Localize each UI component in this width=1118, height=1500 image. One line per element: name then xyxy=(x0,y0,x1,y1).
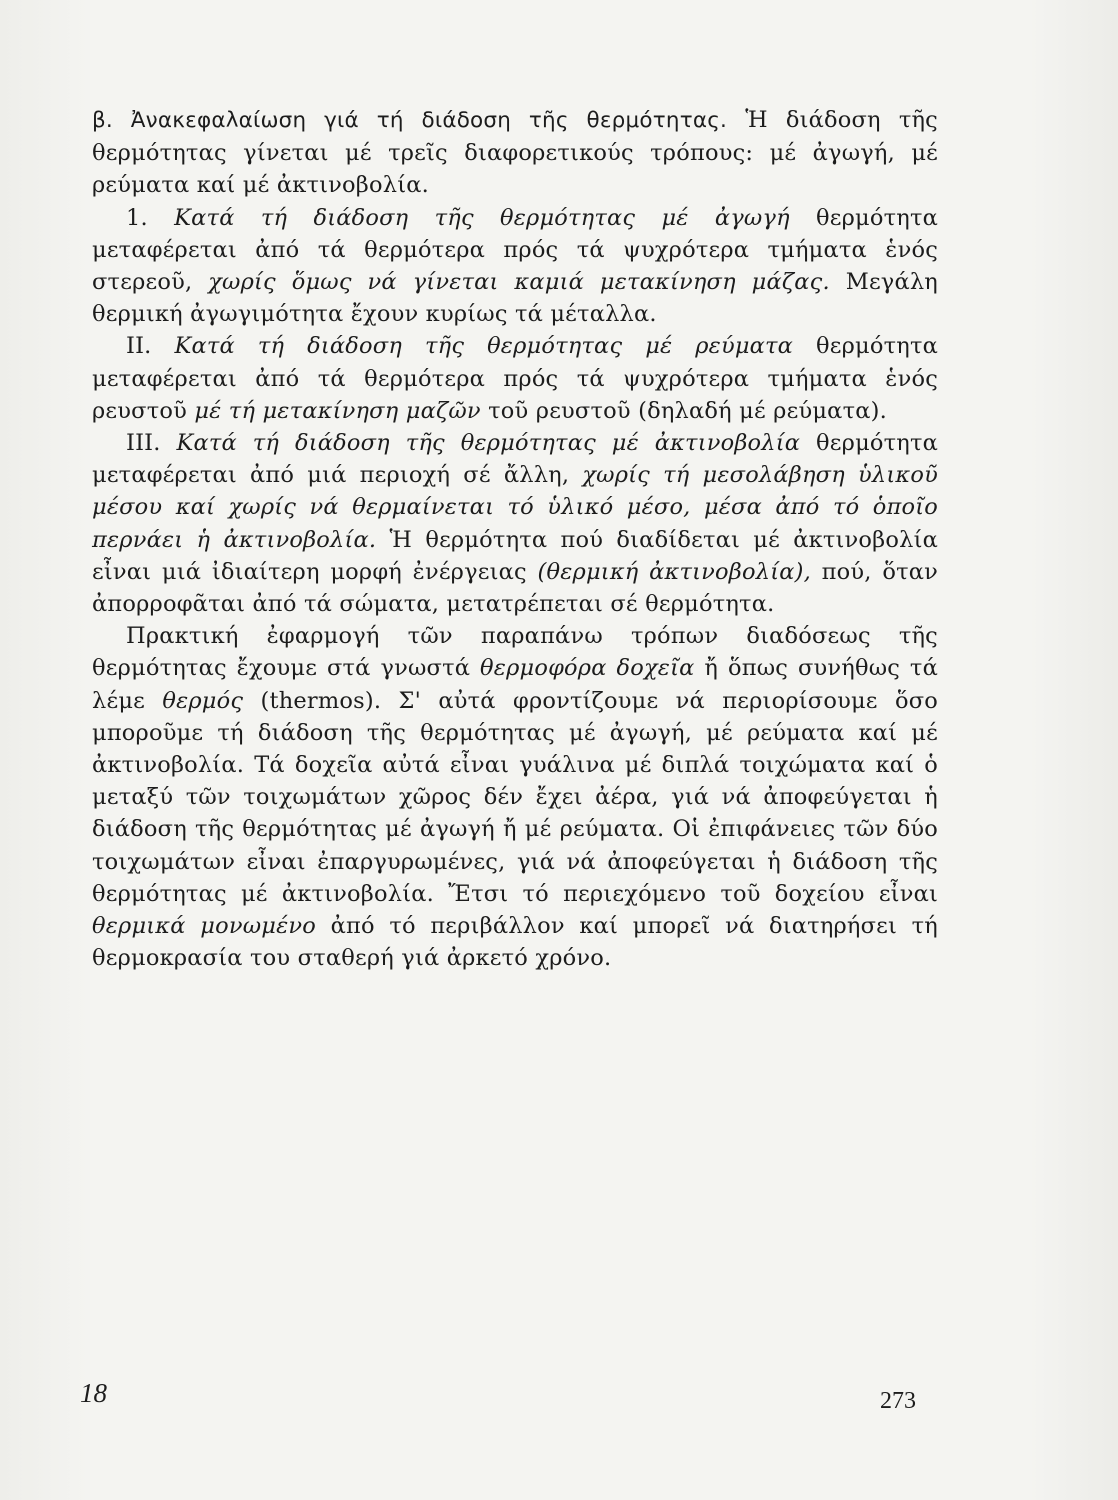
paragraph-text: πού, ὅταν ἀπορροφᾶται ἀπό τά σώματα, μετατρέπεται σέ θερμότητα. xyxy=(92,558,939,618)
italic-phrase: θερμός xyxy=(162,687,244,714)
italic-phrase: θερμικά μονωμένο xyxy=(92,913,316,940)
paragraph-text: Μεγάλη θερμική ἀγωγιμότητα ἔχουν κυρίως τά μέταλλα. xyxy=(92,269,938,328)
italic-phrase: (θερμική ἀκτινοβολία), xyxy=(537,558,811,585)
paragraph-radiation xyxy=(92,427,938,620)
italic-phrase: Κατά τή διάδοση τῆς θερμότητας μέ ἀγωγή xyxy=(174,204,790,231)
intro-text: Ἡ διάδοση τῆς θερμότητας γίνεται μέ τρεῖς διαφορετικούς τρόπους: μέ ἀγωγή, μέ ρεύματα καί μέ ἀκτινοβολία. xyxy=(92,107,938,199)
paragraph-convection xyxy=(92,330,938,427)
paragraph-text: ἀπό τό περιβάλλον καί μπορεῖ νά διατηρήσει τή θερμοκρασία του σταθερή γιά ἀρκετό χρόνο. xyxy=(92,913,938,972)
paragraph-text: Ἡ θερμότητα πού διαδίδεται μέ ἀκτινοβολία εἶναι μιά ἰδιαίτερη μορφή ἐνέργειας xyxy=(92,526,938,585)
paragraph-number: 1. xyxy=(126,204,175,231)
page-number: 273 xyxy=(880,1388,916,1414)
italic-phrase: μέ τή μετακίνηση μαζῶν xyxy=(194,397,481,424)
paragraph-text: ἤ ὅπως συνήθως τά λέμε xyxy=(92,655,938,714)
paragraph-thermos xyxy=(92,620,938,974)
intro-paragraph xyxy=(92,104,938,202)
body-text xyxy=(92,104,938,974)
paragraph-conduction xyxy=(92,202,938,331)
italic-phrase: θερμοφόρα δοχεῖα xyxy=(480,655,695,682)
italic-phrase: χωρίς ὅμως νά γίνεται καμιά μετακίνηση μάζας. xyxy=(208,269,830,296)
italic-phrase: Κατά τή διάδοση τῆς θερμότητας μέ ρεύματα xyxy=(174,333,794,360)
paragraph-text: θερμότητα μεταφέρεται ἀπό μιά περιοχή σέ ἄλλη, xyxy=(92,430,939,489)
paragraph-text: τοῦ ρευστοῦ (δηλαδή μέ ρεύματα). xyxy=(480,397,887,424)
paragraph-number: III. xyxy=(126,430,177,457)
paragraph-text: θερμότητα μεταφέρεται ἀπό τά θερμότερα πρός τά ψυχρότερα τμήματα ἑνός στερεοῦ, xyxy=(92,204,938,296)
paragraph-number: II. xyxy=(126,333,175,360)
italic-phrase: Κατά τή διάδοση τῆς θερμότητας μέ ἀκτινοβολία xyxy=(176,430,801,457)
italic-phrase: χωρίς τή μεσολάβηση ὑλικοῦ μέσου καί χωρίς νά θερμαίνεται τό ὑλικό μέσο, μέσα ἀπό τό ὁποῖο περνάει ἡ ἀκτινοβολία. xyxy=(92,462,938,553)
paragraph-text: (thermos). Σ' αὐτά φροντίζουμε νά περιορίσουμε ὅσο μποροῦμε τή διάδοση τῆς θερμότητας μέ ἀγωγή, μέ ρεύματα καί μέ ἀκτινοβολία. Τά δοχεῖα αὐτά εἶναι γυάλινα μέ διπλά τοιχώματα καί ὁ μεταξύ τῶν τοιχωμάτων χῶρος δέν ἔχει ἀέρα, γιά νά ἀποφεύγεται ἡ διάδοση τῆς θερμότητας μέ ἀγωγή ἤ μέ ρεύματα. Οἱ ἐπιφάνειες τῶν δύο τοιχωμάτων εἶναι ἐπαργυρωμένες, γιά νά ἀποφεύγεται ἡ διάδοση τῆς θερμότητας μέ ἀκτινοβολία. Ἔτσι τό περιεχόμενο τοῦ δοχείου εἶναι xyxy=(92,687,938,907)
paragraph-text: θερμότητα μεταφέρεται ἀπό τά θερμότερα πρός τά ψυχρότερα τμήματα ἑνός ρευστοῦ xyxy=(92,333,938,424)
signature-mark: 18 xyxy=(80,1378,107,1408)
paragraph-text: Πρακτική ἐφαρμογή τῶν παραπάνω τρόπων διαδόσεως τῆς θερμότητας ἔχουμε στά γνωστά xyxy=(92,623,938,682)
section-heading: β. Ἀνακεφαλαίωση γιά τή διάδοση τῆς θερμότητας. xyxy=(92,108,728,133)
